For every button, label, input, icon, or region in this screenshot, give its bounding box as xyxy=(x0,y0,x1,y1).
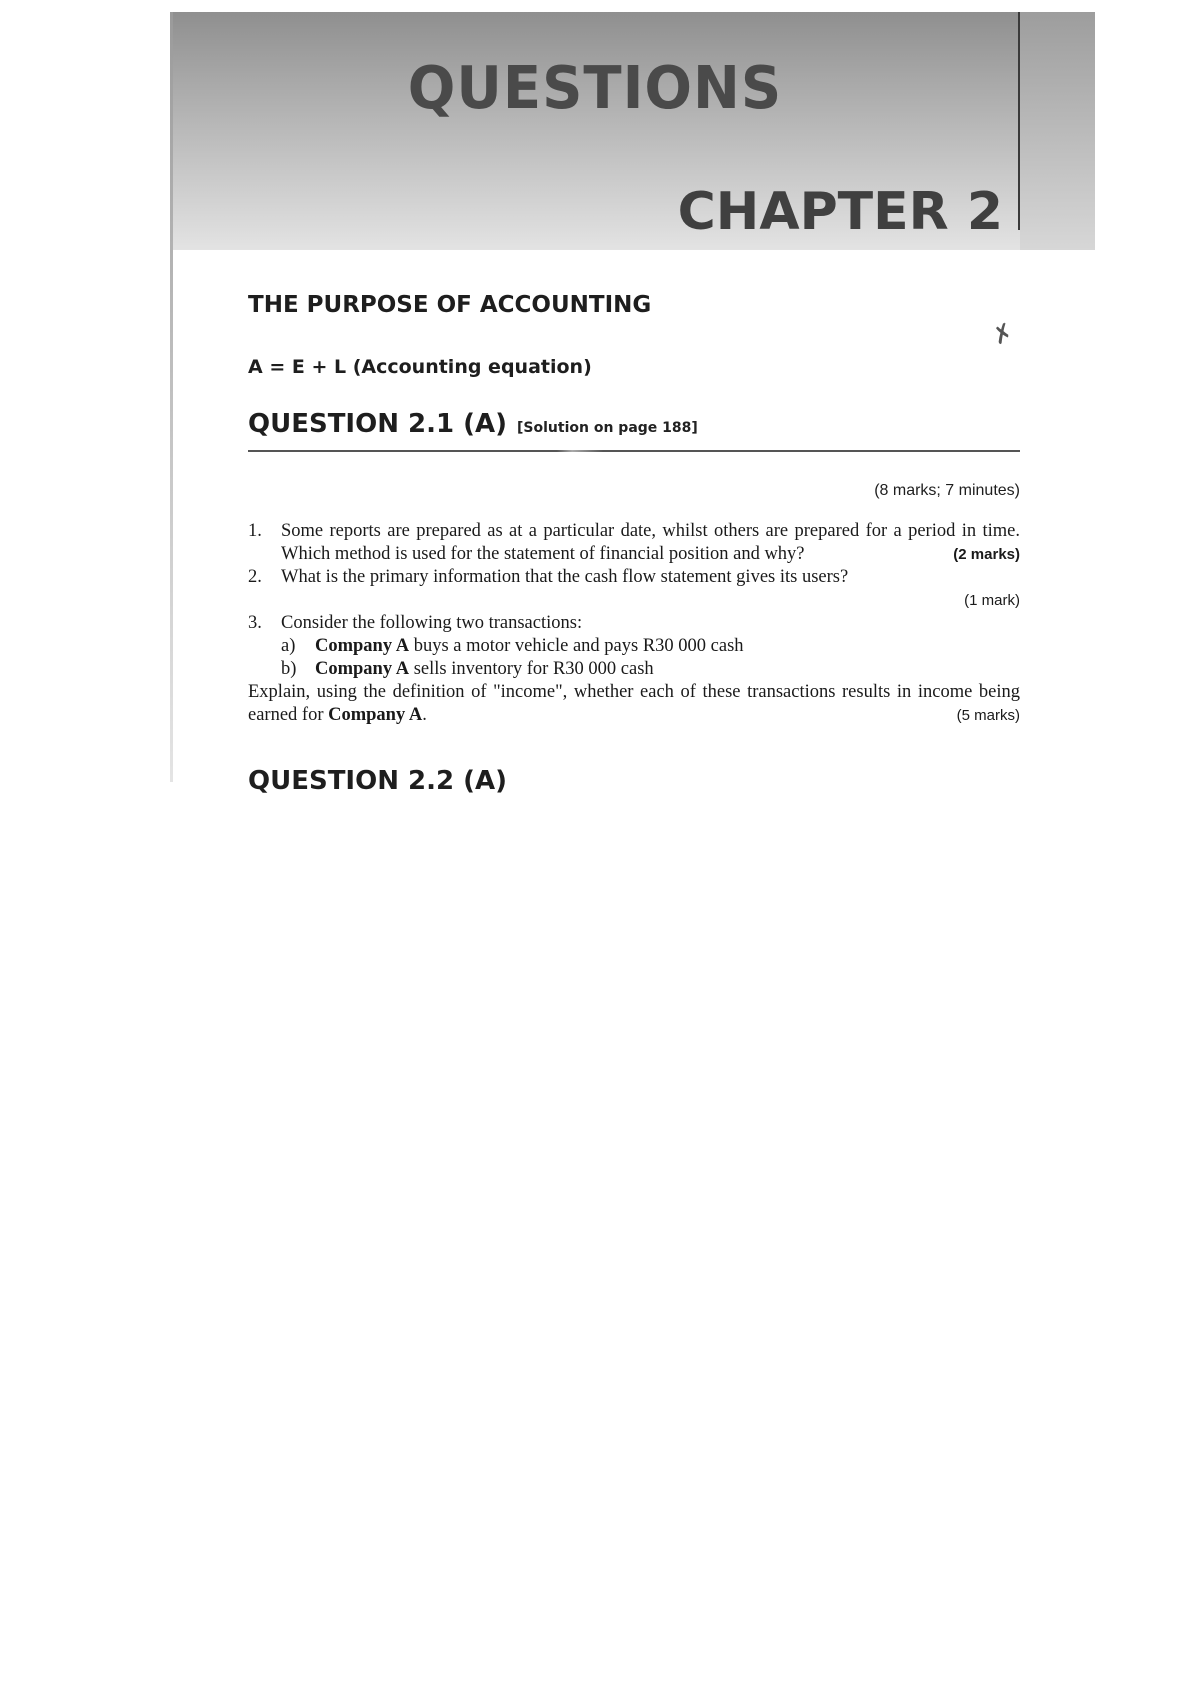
sub-item-letter: a) xyxy=(281,636,296,656)
sub-item-text: buys a motor vehicle and pays R30 000 cash xyxy=(413,636,744,656)
next-question-title: QUESTION 2.2 (A) xyxy=(248,766,508,796)
item-number: 1. xyxy=(248,521,262,541)
explain-text: Explain, using the definition of "income", whether each of these transactions results in income being earned for xyxy=(248,682,1020,725)
section-heading: THE PURPOSE OF ACCOUNTING xyxy=(248,292,652,318)
question-list xyxy=(248,520,1020,727)
sub-item xyxy=(281,658,1020,681)
questions-title: QUESTIONS xyxy=(407,54,783,123)
item-text xyxy=(281,612,1020,681)
list-item xyxy=(248,520,1020,566)
chapter-title: CHAPTER 2 xyxy=(677,182,1003,242)
header-right-strip xyxy=(1020,12,1095,250)
list-item xyxy=(248,566,1020,612)
sub-item-letter: b) xyxy=(281,659,297,679)
company-name: Company A xyxy=(315,659,410,679)
company-name: Company A xyxy=(315,636,410,656)
item-text-body: Some reports are prepared as at a particular date, whilst others are prepared for a period in time. Which method is used for the statement of financial position and why? xyxy=(281,521,1020,564)
company-name: Company A xyxy=(328,705,423,725)
question-title: QUESTION 2.1 (A) xyxy=(248,409,508,439)
next-question-heading-cut xyxy=(248,766,548,796)
handwritten-tick-icon: ✗ xyxy=(988,318,1018,351)
sub-item-text: sells inventory for R30 000 cash xyxy=(413,659,654,679)
heading-rule xyxy=(248,450,1020,452)
accounting-equation: A = E + L (Accounting equation) xyxy=(248,356,592,378)
scanned-page xyxy=(170,12,1095,796)
item-text-body: What is the primary information that the cash flow statement gives its users? xyxy=(281,567,849,587)
item-number: 3. xyxy=(248,613,262,633)
item-number: 2. xyxy=(248,567,262,587)
list-item xyxy=(248,612,1020,681)
item-text xyxy=(281,520,1020,566)
scan-edge xyxy=(170,12,173,782)
item-text xyxy=(281,566,1020,612)
item-marks: (5 marks) xyxy=(956,707,1020,724)
page-content xyxy=(248,292,1020,727)
item-marks: (1 mark) xyxy=(964,592,1020,609)
item-marks: (2 marks) xyxy=(953,546,1020,563)
question-heading xyxy=(248,409,1020,439)
total-marks: (8 marks; 7 minutes) xyxy=(874,482,1020,499)
full-stop: . xyxy=(422,705,427,725)
sub-item xyxy=(281,635,1020,658)
explain-instruction xyxy=(248,681,1020,727)
solution-reference: [Solution on page 188] xyxy=(517,420,698,436)
item-text-body: Consider the following two transactions: xyxy=(281,613,583,633)
